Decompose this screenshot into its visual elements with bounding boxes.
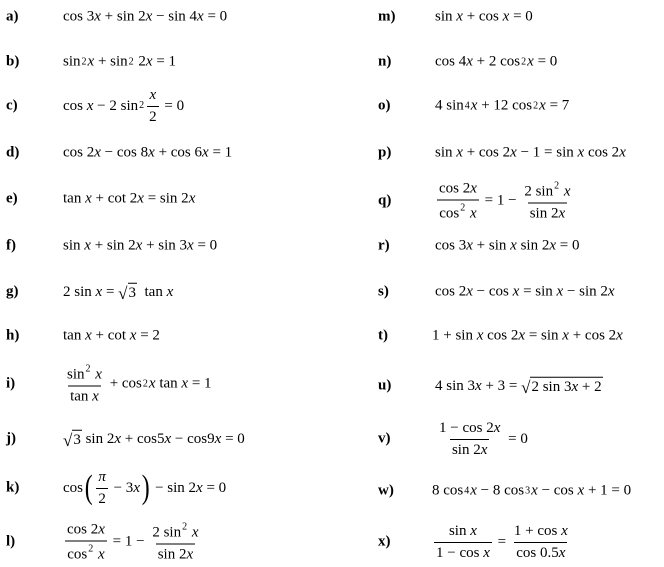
equation-l: $\frac{\cos 2x}{\cos^2 x}$ = 1 − $\frac{2 \sin^2 x}{\sin 2x}$ <box>67 521 199 562</box>
fraction: $\frac{\pi}{2}$ <box>98 469 106 507</box>
equation-d: cos 2 x − cos 8 x + cos 6 x = 1 <box>63 144 233 161</box>
fraction: $\frac{1 - \cos 2x}{\sin 2x}$ <box>439 420 501 458</box>
label-w: w) <box>378 482 394 499</box>
label-b: b) <box>6 53 20 70</box>
label-e: e) <box>6 190 18 207</box>
label-x: x) <box>378 533 391 550</box>
fraction: $\frac{2 \sin^2 x}{\sin 2x}$ <box>152 521 199 562</box>
equation-i: $\frac{\sin^2 x}{\text{tan x}}$ + cos 2 x tan x = 1 <box>67 363 212 404</box>
label-c: c) <box>6 97 18 114</box>
label-i: i) <box>6 375 16 392</box>
label-g: g) <box>6 283 19 300</box>
label-h: h) <box>6 327 20 344</box>
fraction: $\frac{x}{2}$ <box>149 87 157 125</box>
fraction: $\frac{\cos 2x}{\cos^2 x}$ <box>67 521 105 562</box>
equation-m: sin x + cos x = 0 <box>435 8 533 25</box>
label-n: n) <box>378 53 392 70</box>
equation-v: $\frac{1 - \cos 2x}{\sin 2x}$ = 0 <box>439 420 528 458</box>
equation-s: cos 2 x − cos x = sin x − sin 2 x <box>435 283 615 300</box>
label-j: j) <box>6 430 16 447</box>
equation-q: $\frac{\cos 2x}{\cos^2 x}$ = 1 − $\frac{2 \sin^2 x}{\sin 2x}$ <box>439 180 571 221</box>
label-a: a) <box>6 8 19 25</box>
equation-j: √ 3 sin 2 x + cos5 x − cos9 x = 0 <box>63 430 245 450</box>
label-u: u) <box>378 377 392 394</box>
fraction: $\frac{\cos 2x}{\cos^2 x}$ <box>439 180 477 221</box>
equation-e: tan x + cot 2 x = sin 2 x <box>63 190 196 207</box>
equation-u: 4 sin 3 x + 3 = √ 2 sin 3x + 2 <box>435 377 602 397</box>
label-d: d) <box>6 144 20 161</box>
fraction: $\frac{\sin^2 x}{\text{tan x}}$ <box>67 363 102 404</box>
square-root: √ 3 <box>118 283 136 303</box>
equation-n: cos 4 x + 2 cos 2 x = 0 <box>435 53 558 70</box>
label-l: l) <box>6 533 16 550</box>
equation-x: $\frac{\text{sin x}}{\text{1 − cos x}}$ = $\frac{\text{1 + cos x}}{\cos 0.5x}$ <box>436 523 568 561</box>
equation-w: 8 cos 4 x − 8 cos 3 x − cos x + 1 = 0 <box>432 482 632 499</box>
label-p: p) <box>378 144 392 161</box>
label-r: r) <box>378 237 390 254</box>
label-m: m) <box>378 8 396 25</box>
equation-h: tan x + cot x = 2 <box>63 327 160 344</box>
fraction: $\frac{2 \sin^2 x}{\sin 2x}$ <box>524 180 571 221</box>
fraction: $\frac{\text{sin x}}{\text{1 − cos x}}$ <box>436 523 490 561</box>
equation-b: sin 2 x + sin 2 2 x = 1 <box>63 53 177 70</box>
equation-o: 4 sin 4 x + 12 cos 2 x = 7 <box>435 97 570 114</box>
square-root: √ 2 sin 3x + 2 <box>521 377 602 397</box>
equation-r: cos 3 x + sin x sin 2 x = 0 <box>435 237 580 254</box>
label-v: v) <box>378 430 391 447</box>
label-s: s) <box>378 283 389 300</box>
equation-g: 2 sin x = √ 3 tan x <box>63 283 174 303</box>
equation-c: cos x − 2 sin 2 $\frac{x}{2}$ = 0 <box>63 87 185 125</box>
label-t: t) <box>378 327 388 344</box>
label-k: k) <box>6 479 20 496</box>
equation-p: sin x + cos 2 x − 1 = sin x cos 2 x <box>435 144 626 161</box>
label-f: f) <box>6 237 16 254</box>
label-q: q) <box>378 192 392 209</box>
fraction: $\frac{\text{1 + cos x}}{\cos 0.5x}$ <box>513 523 568 561</box>
square-root: √ 3 <box>63 430 81 450</box>
equation-t: 1 + sin x cos 2 x = sin x + cos 2 x <box>432 327 623 344</box>
equation-f: sin x + sin 2 x + sin 3 x = 0 <box>63 237 218 254</box>
equation-k: cos ( $\frac{\pi}{2}$ − 3 x ) − sin 2 x = 0 <box>63 469 227 507</box>
label-o: o) <box>378 97 391 114</box>
equation-a: cos 3 x + sin 2 x − sin 4 x = 0 <box>63 8 228 25</box>
